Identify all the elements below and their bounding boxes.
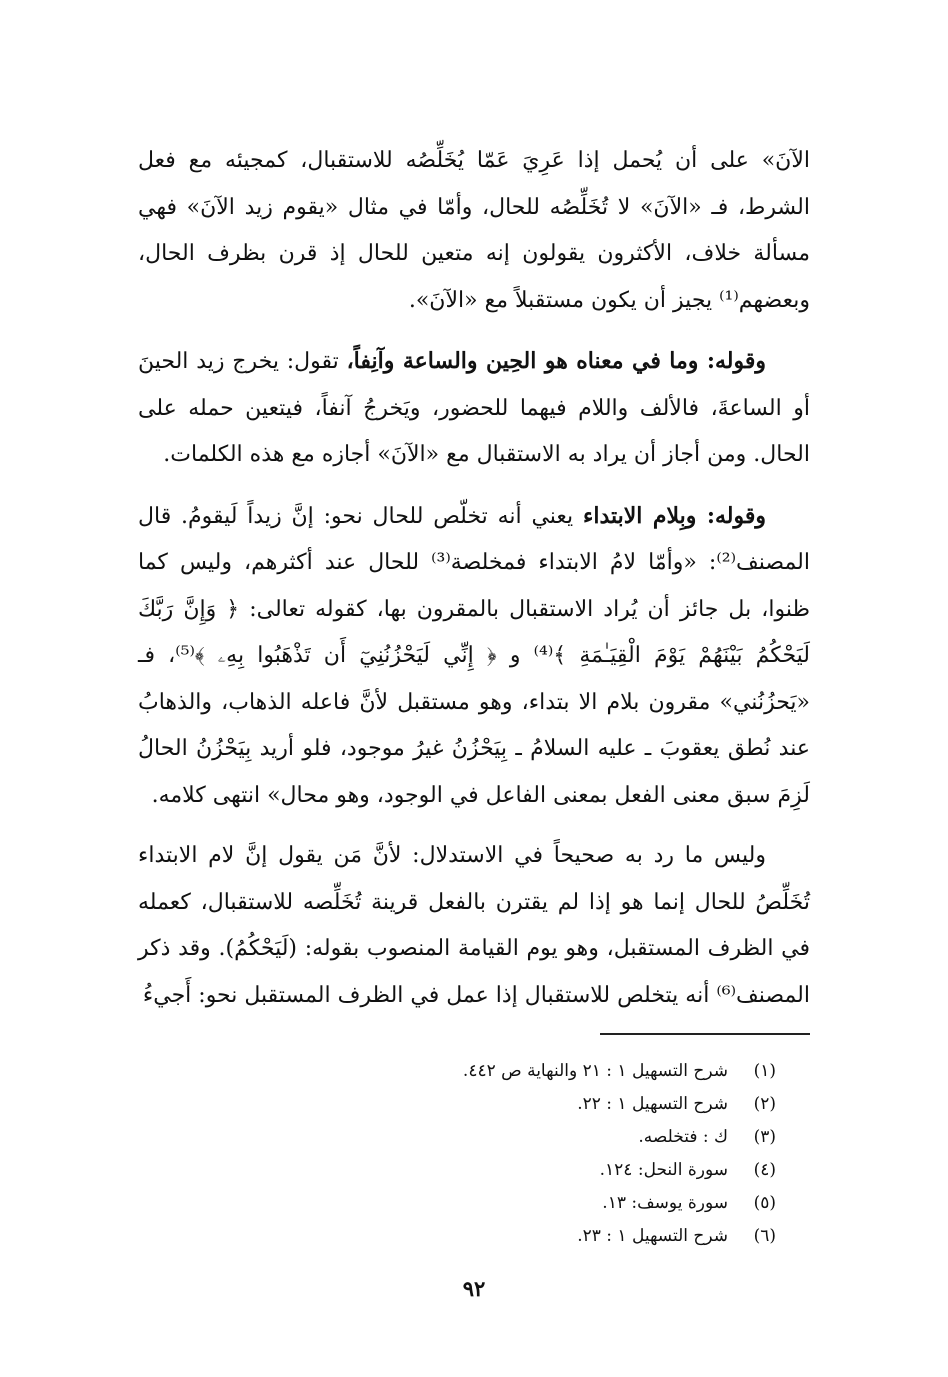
- footnote-text: شرح التسهيل ١ : ٢٣.: [577, 1226, 728, 1246]
- footnote-text: شرح التسهيل ١ : ٢١ والنهاية ص ٤٤٢.: [462, 1061, 728, 1081]
- paragraph-2-text: تقول: يخرج زيد الحينَ أو الساعةَ، فالألف واللام فيهما للحضور، ويَخرجُ آنفاً، فيتعين حمله على الحال. ومن أجاز أن يراد به الاستقبال مع «الآنَ» أجازه مع هذه الكلمات.: [138, 349, 810, 467]
- footnote-number: (٥): [753, 1193, 776, 1213]
- paragraph-3: [138, 493, 810, 820]
- footnote-1: [138, 1055, 776, 1088]
- footnote-3: [138, 1121, 776, 1154]
- footnote-5: [138, 1187, 776, 1220]
- paragraph-1-text: الآنَ» على أن يُحمل إذا عَرِيَ عَمّا يُخَلِّصُه للاستقبال، كمجيئه مع فعل الشرط، فـ «الآنَ» لا تُخَلِّصُه للحال، وأمّا في مثال «يقوم زيد الآنَ» فهي مسألة خلاف، الأكثرون يقولون إنه متعين للحال إذ قرن بظرف الحال، وبعضهم⁽¹⁾ يجيز أن يكون مستقبلاً مع «الآنَ».: [138, 148, 810, 313]
- footnote-number: (٦): [753, 1226, 776, 1246]
- paragraph-3-lead: وقوله: وبِلام الابتداء: [582, 502, 766, 529]
- footnote-number: (٤): [753, 1160, 776, 1180]
- paragraph-4-text: وليس ما رد به صحيحاً في الاستدلال: لأنَّ مَن يقول إنَّ لام الابتداء تُخَلِّصُ للحال إنما هو إذا لم يقترن بالفعل قرينة تُخَلِّصه للاستقبال، كعمله في الظرف المستقبل، وهو يوم القيامة المنصوب بقوله: (لَيَحْكُمُ). وقد ذكر المصنف⁽⁶⁾ أنه يتخلص للاستقبال إذا عمل في الظرف المستقبل نحو: أَجيءُ: [138, 843, 810, 1008]
- paragraph-3-text: يعني أنه تخلّص للحال نحو: إنَّ زيداً لَيقومُ. قال المصنف⁽²⁾: «وأمّا لامُ الابتداء فمخلصة⁽³⁾ للحال عند أكثرهم، وليس كما ظنوا، بل جائز أن يُراد الاستقبال بالمقرون بها، كقوله تعالى: ﴿ وَإِنَّ رَبَّكَ لَيَحْكُمُ بَيْنَهُمْ يَوْمَ الْقِيَـٰمَةِ ﴾⁽⁴⁾ و ﴿ إِنِّي لَيَحْزُنُنِيٓ أَن تَذْهَبُوا بِهِۦ ﴾⁽⁵⁾، فـ «يَحزُنُني» مقرون بلام الا بتداء، وهو مستقبل لأنَّ فاعله الذهاب، والذهابُ عند نُطق يعقوبَ ـ عليه السلامُ ـ بِيَحْزُنُ غيرُ موجود، فلو أريد بِيَحْزُنُ الحالُ لَزِمَ سبق معنى الفعل بمعنى الفاعل في الوجود، وهو محال» انتهى كلامه.: [138, 503, 810, 808]
- paragraph-1: [138, 138, 810, 324]
- page-body: [138, 138, 810, 1253]
- paragraph-4: [138, 833, 810, 1019]
- paragraph-2-lead: وقوله: وما في معناه هو الحِين والساعة وآنِفاً،: [346, 348, 766, 374]
- footnote-divider: [600, 1033, 810, 1035]
- footnote-2: [138, 1088, 776, 1121]
- footnote-number: (٣): [753, 1127, 776, 1147]
- footnote-4: [138, 1154, 776, 1187]
- page-number: ٩٢: [462, 1276, 486, 1301]
- paragraph-2: [138, 338, 810, 479]
- footnote-6: [138, 1220, 776, 1253]
- footnote-text: سورة يوسف: ١٣.: [602, 1193, 728, 1213]
- footnotes-list: [138, 1055, 810, 1253]
- footnote-text: سورة النحل: ١٢٤.: [599, 1160, 728, 1180]
- footnote-text: ك : فتخلصه.: [638, 1127, 728, 1147]
- footnote-text: شرح التسهيل ١ : ٢٢.: [577, 1094, 728, 1114]
- footnote-number: (٢): [753, 1094, 776, 1114]
- footnote-number: (١): [753, 1061, 776, 1081]
